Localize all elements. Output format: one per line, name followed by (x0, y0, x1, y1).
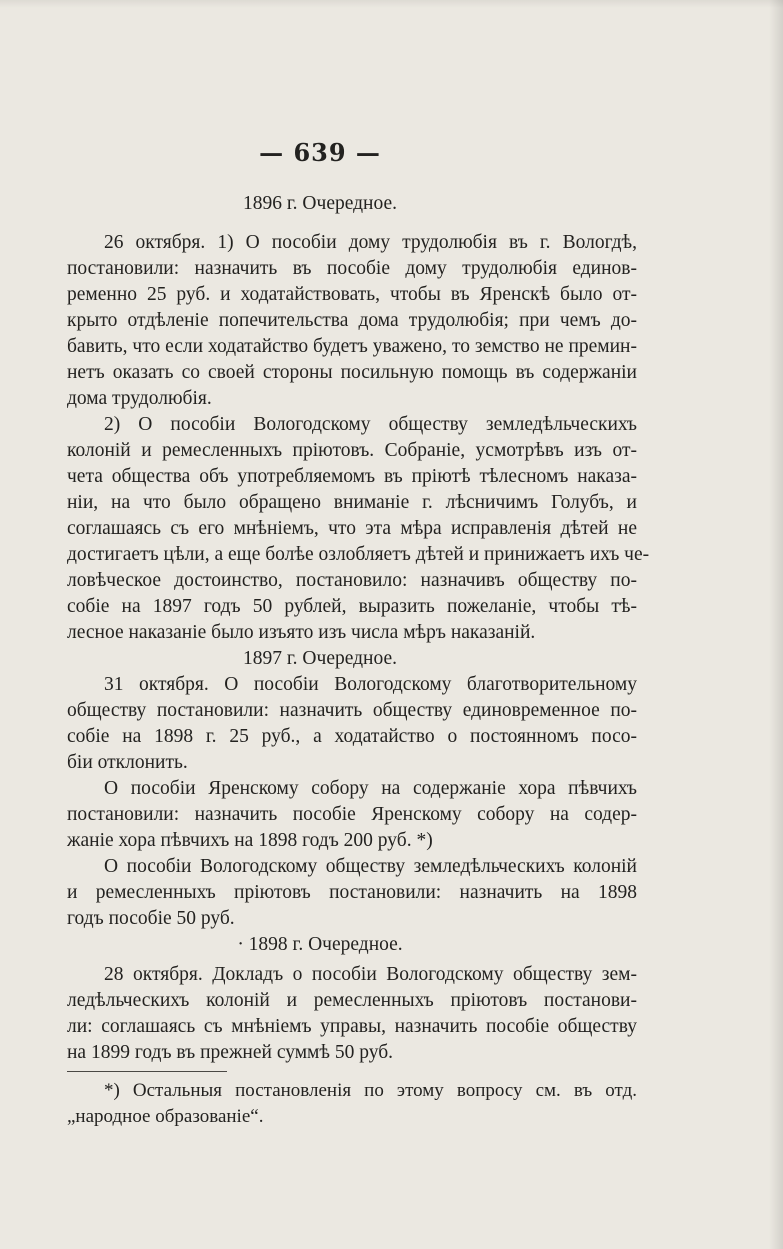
text-line: обществу постановили: назначить обществу единовременное по- (67, 700, 637, 721)
text-line: ли: соглашаясь съ мнѣніемъ управы, назначить пособіе обществу (67, 1016, 637, 1037)
text-line: на 1899 годъ въ прежней суммѣ 50 руб. (67, 1042, 394, 1063)
text-line: колоній и ремесленныхъ пріютовъ. Собраніе, усмотрѣвъ изъ от- (67, 440, 637, 461)
text-line: бавить, что если ходатайство будетъ уважено, то земство не премин- (67, 336, 637, 357)
text-line: ременно 25 руб. и ходатайствовать, чтобы въ Яренскѣ было от- (67, 284, 637, 305)
text-line: чета общества объ употребляемомъ въ пріютѣ тѣлесномъ наказа- (67, 466, 637, 487)
text-line: постановили: назначить въ пособіе дому трудолюбія единов- (67, 258, 637, 279)
text-line: годъ пособіе 50 руб. (67, 908, 235, 929)
text-line: и ремесленныхъ пріютовъ постановили: назначить на 1898 (67, 882, 637, 903)
text-line: достигаетъ цѣли, а еще болѣе озлобляетъ дѣтей и принижаетъ ихъ че- (67, 544, 650, 565)
section-heading-1896: 1896 г. Очередное. (243, 193, 397, 214)
footnote-line: *) Остальныя постановленія по этому вопросу см. въ отд. (104, 1080, 637, 1101)
text-line: собіе на 1897 годъ 50 рублей, выразить пожеланіе, чтобы тѣ- (67, 596, 637, 617)
text-line: собіе на 1898 г. 25 руб., а ходатайство о постоянномъ посо- (67, 726, 637, 747)
text-line: біи отклонить. (67, 752, 188, 773)
text-line: ловѣческое достоинство, постановило: назначивъ обществу по- (67, 570, 637, 591)
page-gutter-shadow (769, 0, 783, 1249)
footnote-divider (67, 1071, 227, 1072)
text-line: 28 октября. Докладъ о пособіи Вологодскому обществу зем- (104, 964, 637, 985)
section-heading-1897: 1897 г. Очередное. (243, 648, 397, 669)
text-line: соглашаясь съ его мнѣніемъ, что эта мѣра исправленія дѣтей не (67, 518, 637, 539)
text-line: ніи, на что было обращено вниманіе г. лѣсничимъ Голубъ, и (67, 492, 637, 513)
text-line: 2) О пособіи Вологодскому обществу земледѣльческихъ (104, 414, 637, 435)
footnote-line: „народное образованіе“. (67, 1106, 264, 1127)
text-line: 26 октября. 1) О пособіи дому трудолюбія въ г. Вологдѣ, (104, 232, 637, 253)
text-line: 31 октября. О пособіи Вологодскому благотворительному (104, 674, 637, 695)
text-line: нетъ оказать со своей стороны посильную помощь въ содержаніи (67, 362, 637, 383)
text-line: лесное наказаніе было изъято изъ числа мѣръ наказаній. (67, 622, 536, 643)
text-line: О пособіи Вологодскому обществу земледѣльческихъ колоній (104, 856, 637, 877)
text-line: дома трудолюбія. (67, 388, 212, 409)
page-top-shadow (0, 0, 783, 8)
text-line: постановили: назначить пособіе Яренскому собору на содер- (67, 804, 637, 825)
text-line: жаніе хора пѣвчихъ на 1898 годъ 200 руб. *) (67, 830, 433, 851)
text-line: ледѣльческихъ колоній и ремесленныхъ пріютовъ постанови- (67, 990, 637, 1011)
text-line: крыто отдѣленіе попечительства дома трудолюбія; при чемъ до- (67, 310, 637, 331)
text-line: О пособіи Яренскому собору на содержаніе хора пѣвчихъ (104, 778, 637, 799)
section-heading-1898: · 1898 г. Очередное. (237, 934, 403, 955)
page-number: — 639 — (259, 138, 381, 167)
